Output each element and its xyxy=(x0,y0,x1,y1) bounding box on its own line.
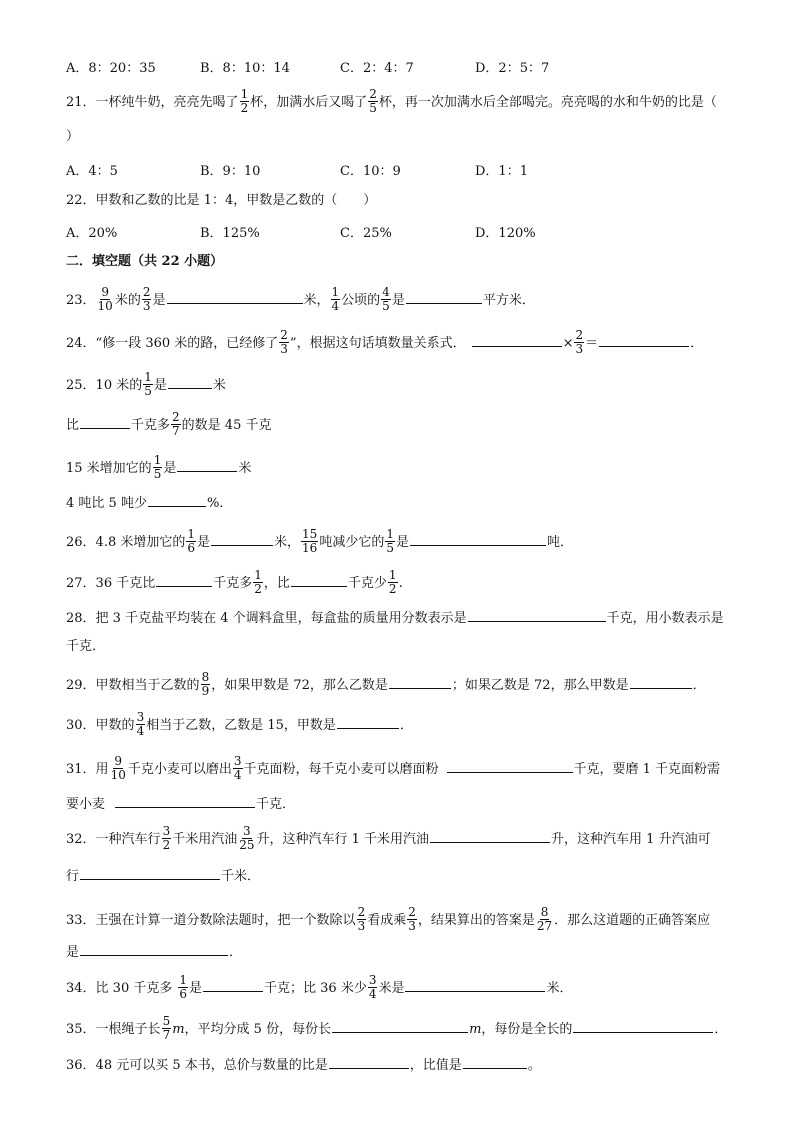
option-c: C．25% xyxy=(340,226,392,241)
question-31-cont: 要小麦 千克． xyxy=(66,794,295,814)
answer-blank[interactable] xyxy=(599,333,689,347)
question-25-line3: 15 米增加它的 $\frac{1}{5}$ 是 米 xyxy=(66,453,252,481)
answer-blank[interactable] xyxy=(203,978,263,992)
answer-blank[interactable] xyxy=(472,333,562,347)
answer-blank[interactable] xyxy=(389,675,451,689)
answer-blank[interactable] xyxy=(80,866,220,880)
question-25-line4: 4 吨比 5 吨少 %. xyxy=(66,493,223,513)
option-a: A．4：5 xyxy=(66,164,118,179)
answer-blank[interactable] xyxy=(291,573,347,587)
question-25-line2: 比 千克多 $\frac{2}{7}$ 的数是 45 千克 xyxy=(66,410,272,438)
question-24: 24．“修一段 360 米的路，已经修了 $\frac{2}{3}$ ”，根据这句话填数量关系式． × $\frac{2}{3}$ ＝ ． xyxy=(66,328,704,356)
question-21-cont: ） xyxy=(66,129,80,144)
option-c: C．10：9 xyxy=(340,164,401,179)
answer-blank[interactable] xyxy=(115,794,255,808)
question-32: 32．一种汽车行 $\frac{3}{2}$ 千米用汽油 $\frac{3}{25}$ 升，这种汽车行 1 千米用汽油 升，这种汽车用 1 升汽油可 xyxy=(66,824,711,852)
section-heading: 二．填空题（共 22 小题） xyxy=(66,254,224,269)
question-27: 27．36 千克比 千克多 $\frac{1}{2}$ ，比 千克少 $\frac{1}{2}$ . xyxy=(66,568,403,596)
option-c: C．2：4：7 xyxy=(340,61,414,76)
question-30: 30．甲数的 $\frac{3}{4}$ 相当于乙数，乙数是 15，甲数是 ． xyxy=(66,710,413,738)
question-23: 23． $\frac{9}{10}$ 米的 $\frac{2}{3}$ 是 米， $\frac{1}{4}$ 公顷的 $\frac{4}{5}$ 是 平方米． xyxy=(66,285,535,313)
answer-blank[interactable] xyxy=(156,573,212,587)
option-b: B．9：10 xyxy=(200,164,261,179)
answer-blank[interactable] xyxy=(630,675,692,689)
question-21: 21．一杯纯牛奶，亮亮先喝了 $\frac{1}{2}$ 杯，加满水后又喝了 $\frac{2}{5}$ 杯，再一次加满水后全部喝完。亮亮喝的水和牛奶的比是（ xyxy=(66,87,717,115)
option-b: B．8：10：14 xyxy=(200,61,290,76)
question-26: 26．4.8 米增加它的 $\frac{1}{6}$ 是 米， $\frac{15}{16}$ 吨减少它的 $\frac{1}{5}$ 是 吨． xyxy=(66,527,573,555)
answer-blank[interactable] xyxy=(337,715,399,729)
question-34: 34．比 30 千克多 $\frac{1}{6}$ 是 千克；比 36 米少 $\frac{3}{4}$ 米是 米． xyxy=(66,973,573,1001)
question-22: 22．甲数和乙数的比是 1：4，甲数是乙数的（ ） xyxy=(66,193,377,208)
answer-blank[interactable] xyxy=(177,458,237,472)
answer-blank[interactable] xyxy=(406,290,482,304)
question-31: 31．用 $\frac{9}{10}$ 千克小麦可以磨出 $\frac{3}{4}$ 千克面粉，每千克小麦可以磨面粉 千克，要磨 1 千克面粉需 xyxy=(66,754,721,782)
question-28: 28．把 3 千克盐平均装在 4 个调料盒里，每盒盐的质量用分数表示是 千克，用小数表示是 xyxy=(66,608,724,628)
question-25: 25．10 米的 $\frac{1}{5}$ 是 米 xyxy=(66,370,226,398)
answer-blank[interactable] xyxy=(329,1055,409,1069)
answer-blank[interactable] xyxy=(80,942,228,956)
question-32-cont: 行 千米． xyxy=(66,866,260,886)
answer-blank[interactable] xyxy=(410,532,546,546)
answer-blank[interactable] xyxy=(447,759,573,773)
answer-blank[interactable] xyxy=(573,1019,713,1033)
option-d: D．1：1 xyxy=(475,164,528,179)
option-d: D．2：5：7 xyxy=(475,61,550,76)
answer-blank[interactable] xyxy=(463,1055,527,1069)
option-b: B．125% xyxy=(200,226,260,241)
option-a: A．8：20：35 xyxy=(66,61,156,76)
answer-blank[interactable] xyxy=(430,829,550,843)
question-29: 29．甲数相当于乙数的 $\frac{8}{9}$ ，如果甲数是 72，那么乙数是 ；如果乙数是 72，那么甲数是 ． xyxy=(66,670,706,698)
question-33: 33．王强在计算一道分数除法题时，把一个数除以 $\frac{2}{3}$ 看成乘 $\frac{2}{3}$ ，结果算出的答案是 $\frac{8}{27}$ ．那么这道题的正确答案应 xyxy=(66,905,711,933)
question-28-cont: 千克． xyxy=(66,639,106,654)
question-33-cont: 是 ． xyxy=(66,942,242,962)
option-d: D．120% xyxy=(475,226,536,241)
fraction: $\frac{2}{5}$ xyxy=(369,87,377,115)
answer-blank[interactable] xyxy=(80,415,130,429)
answer-blank[interactable] xyxy=(211,532,273,546)
answer-blank[interactable] xyxy=(468,608,606,622)
fraction: $\frac{1}{2}$ xyxy=(240,87,249,115)
answer-blank[interactable] xyxy=(405,978,545,992)
question-36: 36．48 元可以买 5 本书，总价与数量的比是 ，比值是 。 xyxy=(66,1055,541,1075)
answer-blank[interactable] xyxy=(332,1019,468,1033)
option-a: A．20% xyxy=(66,226,118,241)
answer-blank[interactable] xyxy=(148,493,206,507)
answer-blank[interactable] xyxy=(168,375,212,389)
answer-blank[interactable] xyxy=(167,290,303,304)
question-35: 35．一根绳子长 $\frac{5}{7}$ m，平均分成 5 份，每份长 m，每份是全长的 ． xyxy=(66,1014,728,1042)
